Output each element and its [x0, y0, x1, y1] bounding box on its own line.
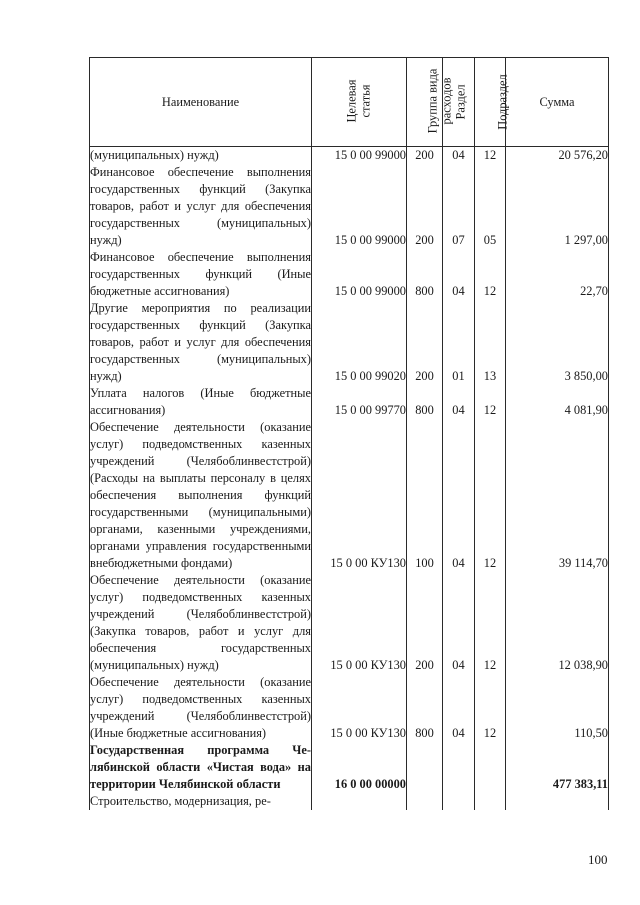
- row-section: 01: [443, 300, 475, 385]
- row-name: (муниципальных) нужд): [90, 147, 312, 165]
- header-target-article: [312, 58, 407, 147]
- row-sum: 4 081,90: [506, 385, 609, 419]
- row-target-article: 15 0 00 99000: [312, 164, 407, 249]
- header-sum: [506, 58, 609, 147]
- table-row: [90, 249, 609, 300]
- header-section-label: Раздел: [453, 83, 468, 120]
- table-row: [90, 674, 609, 742]
- row-section: 04: [443, 147, 475, 165]
- row-target-article: 15 0 00 КУ130: [312, 419, 407, 572]
- table-row: [90, 419, 609, 572]
- header-subsection-label: Подраздел: [495, 73, 510, 130]
- row-target-article: 15 0 00 99020: [312, 300, 407, 385]
- row-expense-group: 200: [407, 147, 443, 165]
- table-row-program: [90, 742, 609, 793]
- header-target-line2: статья: [359, 84, 373, 118]
- table-row: [90, 147, 609, 165]
- row-target-article: 15 0 00 99770: [312, 385, 407, 419]
- header-name-label: Наименование: [161, 94, 240, 109]
- row-subsection: 12: [475, 674, 506, 742]
- row-expense-group: 800: [407, 385, 443, 419]
- row-subsection: 12: [475, 147, 506, 165]
- row-name: Другие мероприятия по реализации государственных функций (Закупка товаров, работ и услуг для обеспечения государственных (муниципальных) нужд): [90, 301, 311, 383]
- row-expense-group: 200: [407, 572, 443, 674]
- row-expense-group: [407, 742, 443, 793]
- header-group-line1: Группа вида: [425, 68, 440, 134]
- row-expense-group: 200: [407, 300, 443, 385]
- row-sum: 22,70: [506, 249, 609, 300]
- row-expense-group: 800: [407, 249, 443, 300]
- row-subsection: 12: [475, 385, 506, 419]
- table-row: [90, 164, 609, 249]
- row-sum: 12 038,90: [506, 572, 609, 674]
- page-number: 100: [588, 852, 608, 867]
- row-name: Обеспечение деятельности (оказание услуг) подведомственных казенных учреждений (Челябоблинвестстрой) (Расходы на выплаты персоналу в целях обеспечения выполнения функций государственными (муниципальными) органами, казенными учреждениями, органами управления государственными внебюджетными фондами): [90, 420, 311, 570]
- row-target-article: 15 0 00 99000: [312, 249, 407, 300]
- row-sum: [506, 793, 609, 810]
- table-row: [90, 572, 609, 674]
- row-sum: 1 297,00: [506, 164, 609, 249]
- row-section: [443, 793, 475, 810]
- row-sum: 477 383,11: [506, 742, 609, 793]
- table-row: [90, 385, 609, 419]
- row-section: 04: [443, 249, 475, 300]
- row-sum: 110,50: [506, 674, 609, 742]
- row-expense-group: [407, 793, 443, 810]
- header-name: [90, 58, 312, 147]
- row-section: 04: [443, 572, 475, 674]
- header-subsection: [475, 58, 510, 147]
- row-name: Финансовое обеспечение выполнения государственных функций (Иные бюджетные ассигнования): [90, 250, 311, 298]
- row-target-article: [312, 793, 407, 810]
- row-sum: 3 850,00: [506, 300, 609, 385]
- row-expense-group: 100: [407, 419, 443, 572]
- row-section: 07: [443, 164, 475, 249]
- row-name: Уплата налогов (Иные бюджетные ассигнования): [90, 386, 311, 417]
- row-name: Строительство, модернизация, ре-: [90, 793, 312, 810]
- row-sum: 20 576,20: [506, 147, 609, 165]
- row-section: 04: [443, 385, 475, 419]
- row-expense-group: 800: [407, 674, 443, 742]
- row-subsection: 12: [475, 572, 506, 674]
- row-subsection: 12: [475, 249, 506, 300]
- row-subsection: 05: [475, 164, 506, 249]
- row-target-article: 15 0 00 КУ130: [312, 674, 407, 742]
- row-name: Финансовое обеспечение выполнения государственных функций (Закупка товаров, работ и услуг для обеспечения государственных (муниципальных) нужд): [90, 165, 311, 247]
- row-name: Обеспечение деятельности (оказание услуг) подведомственных казенных учреждений (Челябоблинвестстрой) (Иные бюджетные ассигнования): [90, 675, 311, 740]
- table-row: [90, 793, 609, 810]
- row-target-article: 15 0 00 КУ130: [312, 572, 407, 674]
- row-target-article: 15 0 00 99000: [312, 147, 407, 165]
- row-section: 04: [443, 674, 475, 742]
- row-section: 04: [443, 419, 475, 572]
- table-header-row: [90, 58, 609, 147]
- row-name: Государственная программа Челябинской области «Чистая вода» на территории Челябинской области: [90, 743, 311, 791]
- budget-table: [89, 57, 609, 810]
- row-subsection: [475, 742, 506, 793]
- row-sum: 39 114,70: [506, 419, 609, 572]
- row-expense-group: 200: [407, 164, 443, 249]
- header-group-line2: расходов: [439, 77, 454, 125]
- row-target-article: 16 0 00 00000: [312, 742, 407, 793]
- row-name: Обеспечение деятельности (оказание услуг) подведомственных казенных учреждений (Челябоблинвестстрой) (Закупка товаров, работ и услуг для обеспечения государственных (муниципальных) нужд): [90, 573, 311, 672]
- row-subsection: 13: [475, 300, 506, 385]
- header-sum-label: Сумма: [539, 94, 575, 109]
- header-expense-group: [407, 58, 454, 147]
- row-section: [443, 742, 475, 793]
- row-subsection: [475, 793, 506, 810]
- header-target-line1: Целевая: [345, 79, 359, 123]
- row-subsection: 12: [475, 419, 506, 572]
- table-row: [90, 300, 609, 385]
